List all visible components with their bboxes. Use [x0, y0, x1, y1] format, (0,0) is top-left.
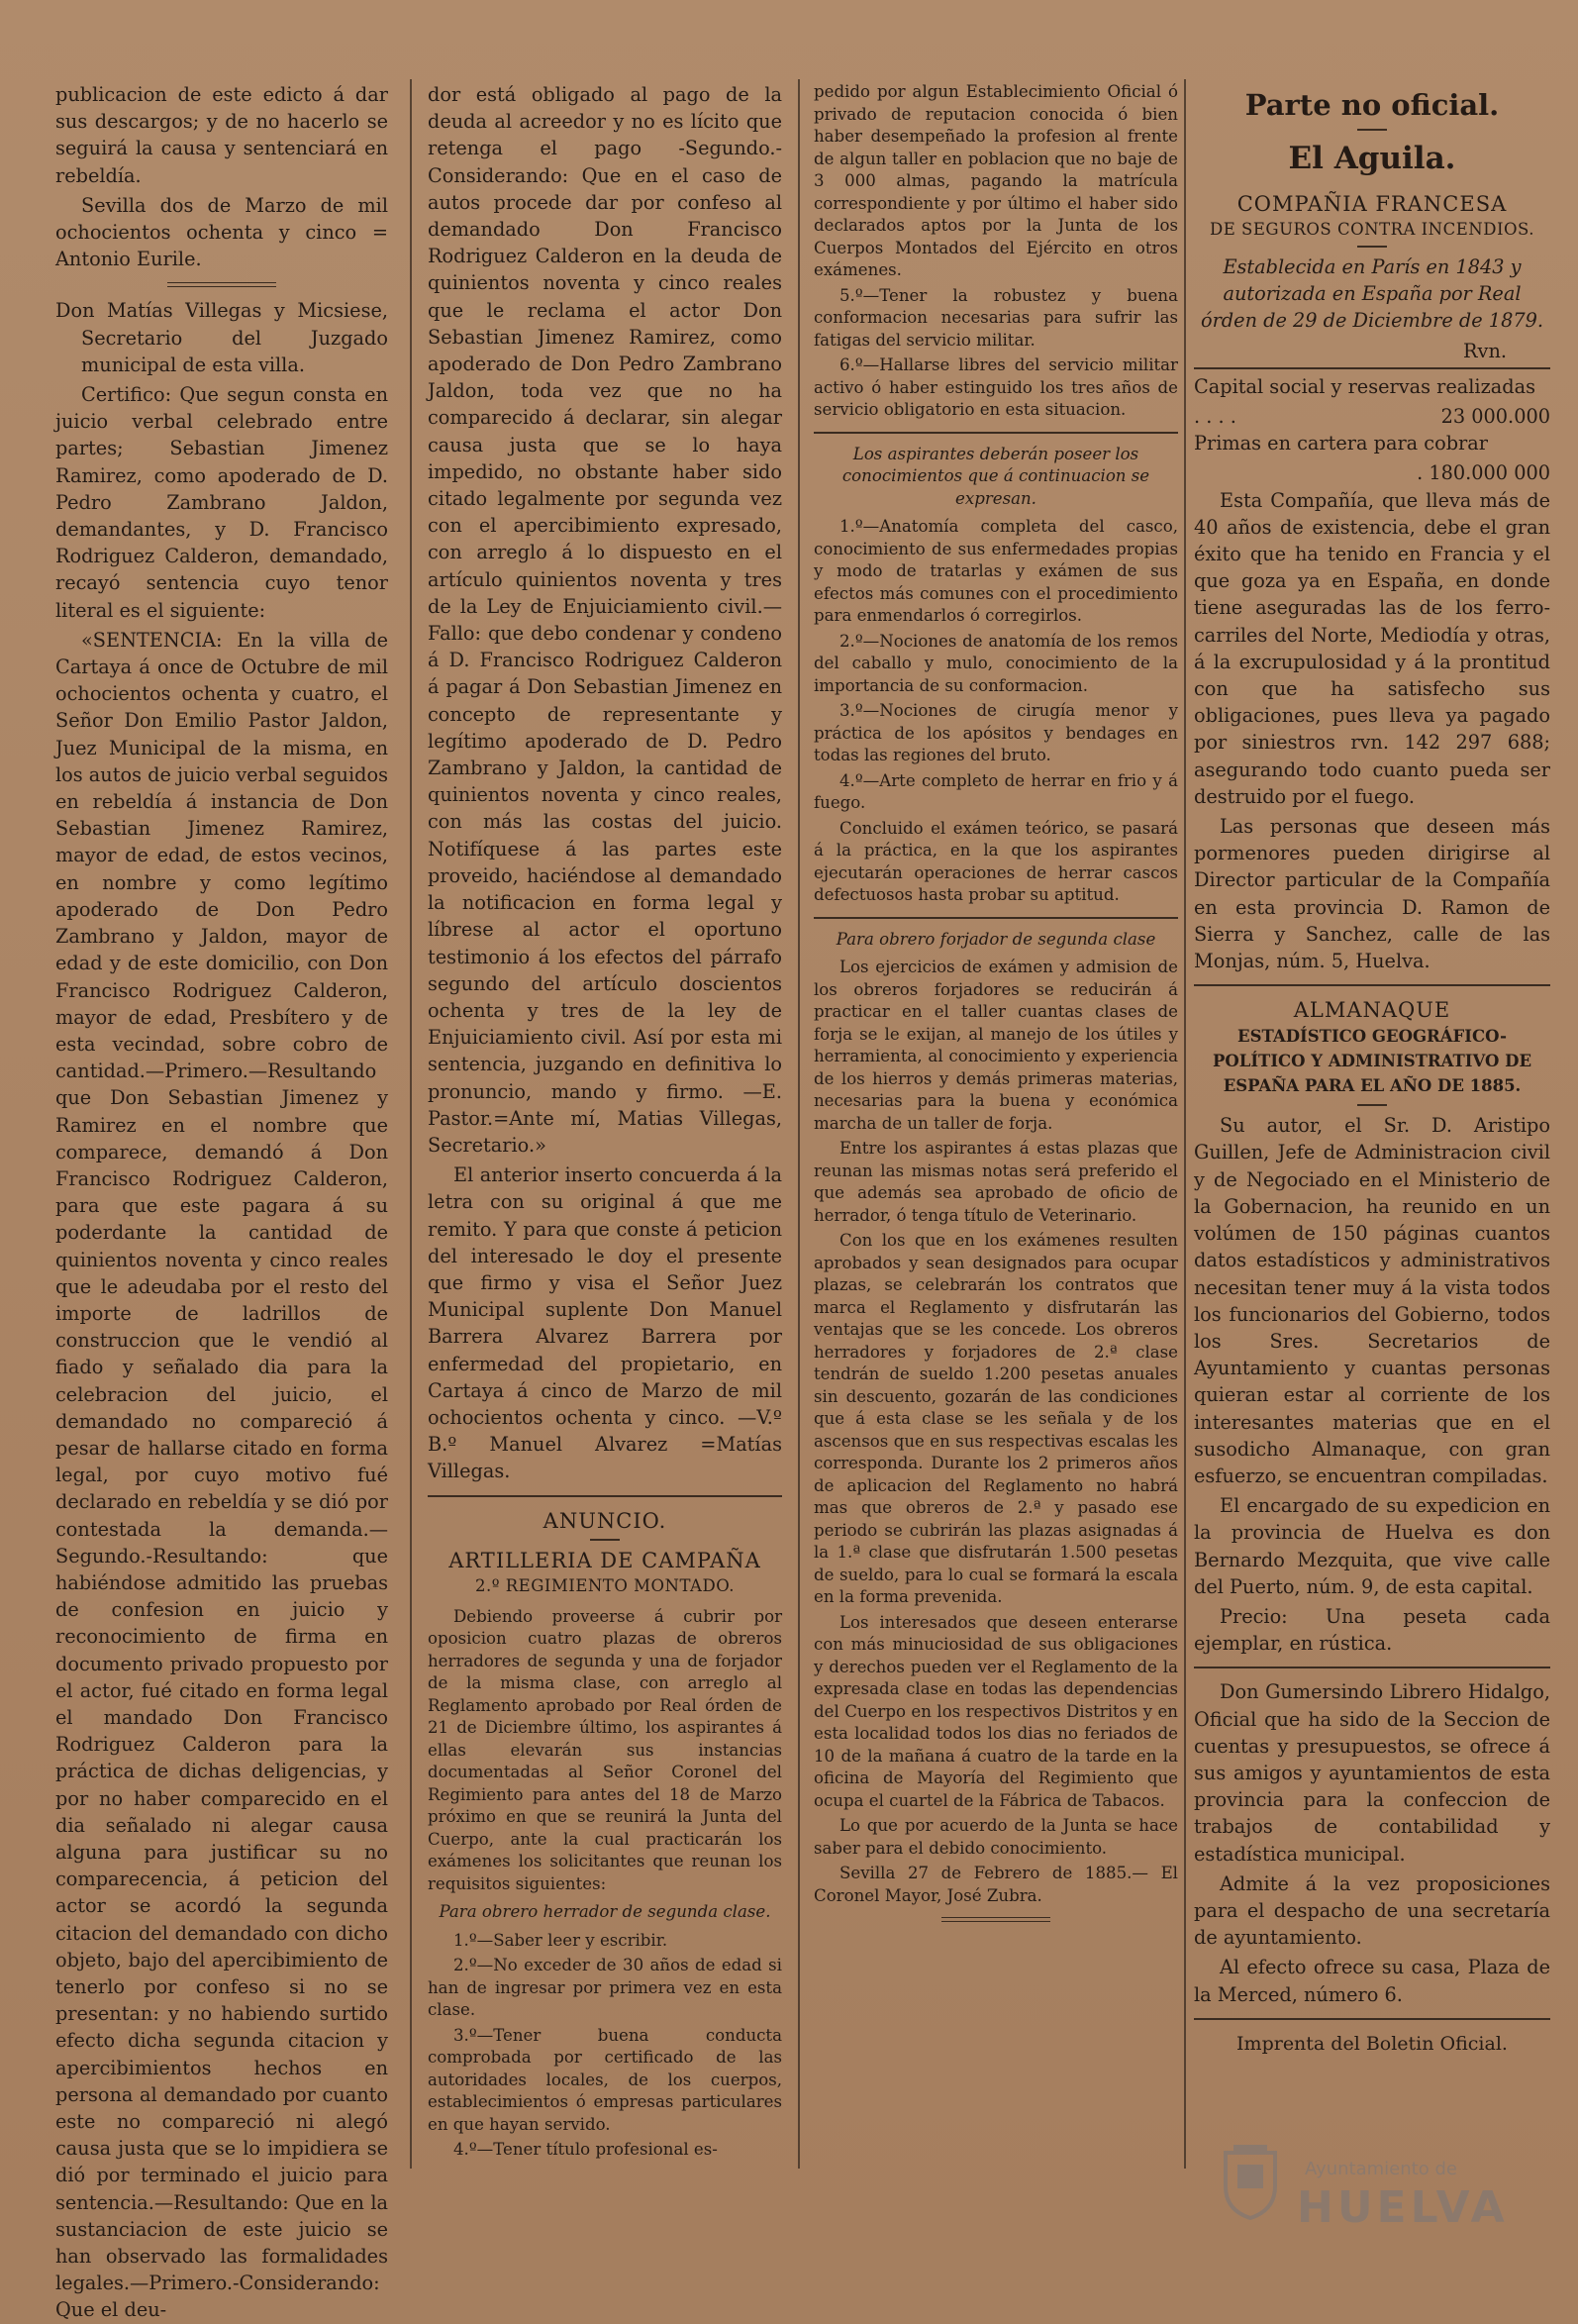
- column-1: [55, 81, 388, 2322]
- almanaque-heading: ALMANAQUE: [1293, 998, 1451, 1023]
- knowledge-subheading: Los aspirantes deberán poseer los conocimientos que á continuacion se expresan.: [841, 444, 1150, 508]
- short-dash: [1357, 1104, 1387, 1106]
- requirement-3: 3.º—Tener buena conducta comprobada por certificado de las autoridades locales, de los cuerpos, establecimientos ó empresas particulares en que hayan servido.: [428, 2025, 782, 2134]
- section-rule: [1194, 1667, 1550, 1668]
- certification-text: Certifico: Que segun consta en juicio verbal celebrado entre partes; Sebastian Jimenez Ramirez, como apoderado de D. Pedro Zambrano Jaldon, demandantes, y D. Francisco Rodriguez Calderon, demandado, recayó sentencia cuyo tenor literal es el siguiente:: [55, 383, 388, 622]
- column-3: [814, 81, 1178, 2220]
- capital-value: 23 000.000: [1440, 405, 1550, 429]
- primas-label: Primas en cartera para cobrar: [1194, 432, 1488, 455]
- section-rule: [1194, 2018, 1550, 2020]
- practical-exam: Concluido el exámen teórico, se pasará á la práctica, en la que los aspirantes ejecutarán operaciones de herrar cascos defectuosos hasta probar su aptitud.: [814, 818, 1178, 904]
- knowledge-1: 1.º—Anatomía completa del casco, conocimiento de sus enfermedades propias y modo de tratarlas y exámen de sus efectos más comunes con el procedimiento para enmendarlos ó corregirlos.: [814, 517, 1178, 625]
- certification-closing: El anterior inserto concuerda á la letra con su original á que me remito. Y para que conste á peticion del interesado le doy el presente que firmo y visa el Señor Juez Municipal suplente Don Manuel Barrera Alvarez Barrera por enfermedad del propietario, en Cartaya á cinco de Marzo de mil ochocientos ochenta y cinco. —V.º B.º Manuel Alvarez =Matías Villegas.: [428, 1163, 782, 1483]
- requirement-2: 2.º—No exceder de 30 años de edad si han de ingresar por primera vez en esta clase.: [428, 1956, 782, 2020]
- knowledge-2: 2.º—Nociones de anatomía de los remos del caballo y mulo, conocimiento de la importancia de su conformacion.: [814, 631, 1178, 695]
- edict-ending: publicacion de este edicto á dar sus descargos; y de no hacerlo se seguirá la causa y sentenciará en rebeldía.: [55, 83, 388, 187]
- almanaque-price: Precio: Una peseta cada ejemplar, en rústica.: [1194, 1604, 1550, 1656]
- regimiento-heading: 2.º REGIMIENTO MONTADO.: [475, 1575, 735, 1595]
- primas-value: . 180.000 000: [1417, 461, 1550, 485]
- librero-address: Al efecto ofrece su casa, Plaza de la Merced, número 6.: [1194, 1956, 1550, 2006]
- capital-dots: . . . .: [1194, 405, 1236, 429]
- short-dash: [1357, 246, 1387, 248]
- contract-terms: Con los que en los exámenes resulten aprobados y sean designados para ocupar plazas, se celebrarán los contratos que marca el Reglamento y disfrutarán las ventajas que se les concede. Los obreros herradores y forjadores de 2.ª clase tendrán de sueldo 1.200 pesetas anuales sin descuento, gozarán de las condiciones que á esta clase se les señala y de los ascensos que en sus respectivas escalas les corresponda. Durante los 2 primeros años de aplicacion del Reglamento no habrá mas que obreros de 2.ª y pasado ese periodo se cubrirán las plazas asignadas á la 1.ª clase que disfrutarán 1.500 pesetas de sueldo, para lo cual se formará la escala en la forma prevenida.: [814, 1231, 1178, 1606]
- company-description: Esta Compañía, que lleva más de 40 años de existencia, debe el gran éxito que ha tenido en Francia y el que goza ya en España, en donde tiene aseguradas las de los ferro-carriles del Norte, Mediodía y otras, á la excrupulosidad y á la prontitud con que ha satisfecho sus obligaciones, pues lleva ya pagado por siniestros rvn. 142 297 688; asegurando todo cuanto pueda ser destruido por el fuego.: [1194, 488, 1550, 808]
- anuncio-heading: ANUNCIO.: [542, 1508, 667, 1533]
- el-aguila-heading: El Aguila.: [1288, 141, 1456, 176]
- section-rule: [428, 1495, 782, 1497]
- watermark-sub: Ayuntamiento de: [1305, 2159, 1457, 2179]
- short-dash: [1357, 129, 1387, 131]
- secretary-heading: Don Matías Villegas y Micsiese, Secretario del Juzgado municipal de esta villa.: [55, 299, 388, 376]
- capital-label: Capital social y reservas realizadas: [1194, 374, 1535, 398]
- forjador-exercises: Los ejercicios de exámen y admision de los obreros forjadores se reducirán á practicar en el taller cuantas clases de forja se le exijan, al manejo de los útiles y herramienta, al conocimiento y experiencia de los hierros y demás primeras materias, necesarias para la buena y económica marcha de un taller de forja.: [814, 958, 1178, 1133]
- requirement-6: 6.º—Hallarse libres del servicio militar activo ó haber estinguido los tres años de servicio obligatorio en esta situacion.: [814, 355, 1178, 419]
- establishment-info: Establecida en París en 1843 y autorizada en España por Real órden de 29 de Diciembre de 1879.: [1200, 255, 1544, 333]
- watermark-word: HUELVA: [1297, 2182, 1509, 2233]
- junta-notice: Lo que por acuerdo de la Junta se hace saber para el debido conocimiento.: [814, 1816, 1178, 1858]
- column-rule: [798, 79, 800, 2169]
- requirement-5: 5.º—Tener la robustez y buena conformacion necesarias para sufrir las fatigas del servicio militar.: [814, 285, 1178, 350]
- section-rule: [814, 917, 1178, 919]
- herrador-subheading: Para obrero herrador de segunda clase.: [439, 1902, 771, 1922]
- table-rule: [1194, 367, 1550, 369]
- company-contact: Las personas que deseen más pormenores pueden dirigirse al Director particular de la Compañía en esta provincia D. Ramon de Sierra y Sanchez, calle de las Monjas, núm. 5, Huelva.: [1194, 815, 1550, 973]
- column-rule: [410, 79, 412, 2169]
- almanaque-distribution: El encargado de su expedicion en la provincia de Huelva es don Bernardo Mezquita, que vive calle del Puerto, núm. 9, de esta capital.: [1194, 1494, 1550, 1598]
- forjador-preference: Entre los aspirantes á estas plazas que reunan las mismas notas será preferido el que además sea aprobado de oficio de herrador, ó tenga título de Veterinario.: [814, 1139, 1178, 1225]
- requirement-4: 4.º—Tener título profesional es-: [453, 2140, 718, 2160]
- seguros-heading: DE SEGUROS CONTRA INCENDIOS.: [1210, 220, 1534, 239]
- imprenta-footer: Imprenta del Boletin Oficial.: [1236, 2032, 1508, 2055]
- column-4: [1194, 81, 1550, 2220]
- librero-proposals: Admite á la vez proposiciones para el despacho de una secretaría de ayuntamiento.: [1194, 1871, 1550, 1950]
- ornament-divider: [167, 282, 276, 287]
- section-rule: [1194, 984, 1550, 986]
- forjador-subheading: Para obrero forjador de segunda clase: [836, 929, 1156, 949]
- column-2: [428, 81, 782, 2220]
- sentence-continuation: dor está obligado al pago de la deuda al acreedor y no es lícito que retenga el pago -Segundo.-Considerando: Que en el caso de autos procede dar por confeso al demandado Don Francisco Rodriguez Calderon en la deuda de quinientos noventa y cinco reales que le reclama el actor Don Sebastian Jimenez Ramirez, como apoderado de Don Pedro Zambrano Jaldon, toda vez que no ha comparecido á declarar, sin alegar causa justa que se lo haya impedido, no obstante haber sido citado legalmente por segunda vez con el apercibimiento expresado, con arreglo á lo dispuesto en el artículo quinientos noventa y tres de la Ley de Enjuiciamiento civil.—Fallo: que debo condenar y condeno á D. Francisco Rodriguez Calderon á pagar á Don Sebastian Jimenez en concepto de representante y legítimo apoderado de D. Pedro Zambrano y Jaldon, la cantidad de quinientos noventa y cinco reales, con más las costas del juicio. Notifíquese á las partes este proveido, haciéndose al demandado la notificacion en forma legal y líbrese al actor el oportuno testimonio á los efectos del párrafo segundo del artículo doscientos ochenta y tres de la ley de Enjuiciamiento civil. Así por esta mi sentencia, juzgando en definitiva lo pronuncio, mando y firmo. —E. Pastor.=Ante mí, Matias Villegas, Secretario.»: [428, 83, 782, 1157]
- capital-row: [1194, 403, 1550, 430]
- parte-no-oficial-heading: Parte no oficial.: [1244, 88, 1500, 122]
- section-rule: [814, 432, 1178, 434]
- anuncio-signature: Sevilla 27 de Febrero de 1885.— El Coronel Mayor, José Zubra.: [814, 1864, 1178, 1905]
- edict-signature: Sevilla dos de Marzo de mil ochocientos ochenta y cinco = Antonio Eurile.: [55, 193, 388, 271]
- knowledge-3: 3.º—Nociones de cirugía menor y práctica de los apósitos y bendages en todas las regiones del bruto.: [814, 701, 1178, 764]
- sentence-text: «SENTENCIA: En la villa de Cartaya á once de Octubre de mil ochocientos ochenta y cuatro, el Señor Don Emilio Pastor Jaldon, Juez Municipal de la misma, en los autos de juicio verbal seguidos en rebeldía á instancia de Don Sebastian Jimenez Ramirez, mayor de edad, de estos vecinos, en nombre y como legítimo apoderado de Don Pedro Zambrano y Jaldon, mayor de edad y de este domicilio, con Don Francisco Rodriguez Calderon, mayor de edad, Presbítero y de esta vecindad, sobre cobro de cantidad.—Primero.—Resultando que Don Sebastian Jimenez y Ramirez en el nombre que comparece, demandó á Don Francisco Rodriguez Calderon, para que este pagara á su poderdante la cantidad de quinientos noventa y cinco reales que le adeudaba por el resto del importe de ladrillos de construccion que le vendió al fiado y señalado dia para la celebracion del juicio, el demandado no compareció á pesar de hallarse citado en forma legal, por cuyo motivo fué declarado en rebeldía y se dió por contestada la demanda.—Segundo.-Resultando: que habiéndose admitido las pruebas de confesion en juicio y reconocimiento de firma en documento privado propuesto por el actor, fué citado en forma legal el mandado Don Francisco Rodriguez Calderon para la práctica de dichas deligencias, y por no haber comparecido en el dia señalado ni alegar causa alguna para justificar su no comparecencia, á peticion del actor se acordó la segunda citacion del demandado con dicho objeto, bajo del apercibimiento de tenerlo por confeso si no se presentan: y no habiendo surtido efecto dicha segunda citacion y apercibimientos hechos en persona al demandado por cuanto este no compareció ni alegó causa justa que se lo impidiera se dió por terminado el juicio para sentencia.—Resultando: Que en la sustanciacion de este juicio se han observado las formalidades legales.—Primero.-Considerando: Que el deu-: [55, 628, 388, 2322]
- knowledge-4: 4.º—Arte completo de herrar en frio y á fuego.: [814, 770, 1178, 812]
- almanaque-subheading: ESTADÍSTICO GEOGRÁFICO-POLÍTICO Y ADMINISTRATIVO DE ESPAÑA PARA EL AÑO DE 1885.: [1212, 1027, 1532, 1096]
- artilleria-heading: ARTILLERIA DE CAMPAÑA: [448, 1548, 761, 1572]
- compania-heading: COMPAÑIA FRANCESA: [1236, 192, 1508, 216]
- requirement-1: 1.º—Saber leer y escribir.: [453, 1930, 668, 1950]
- column-rule: [1184, 79, 1186, 2169]
- ornament-divider: [941, 1917, 1050, 1922]
- currency-label: Rvn.: [1463, 339, 1507, 362]
- librero-offer: Don Gumersindo Librero Hidalgo, Oficial que ha sido de la Seccion de cuentas y presupuestos, se ofrece á sus amigos y ayuntamientos de esta provincia para la confeccion de trabajos de contabilidad y estadística municipal.: [1194, 1680, 1550, 1866]
- almanaque-author: Su autor, el Sr. D. Aristipo Guillen, Jefe de Administracion civil y de Negociado en el Ministerio de la Gobernacion, ha reunido en un volúmen de 150 páginas cuantos datos estadísticos y administrativos necesitan tener muy á la vista todos los funcionarios del Gobierno, todos los Sres. Secretarios de Ayuntamiento y cuantas personas quieran estar al corriente de los interesantes materias que en el susodicho Almanaque, con gran esfuerzo, se encuentran compiladas.: [1194, 1114, 1550, 1487]
- anuncio-intro: Debiendo proveerse á cubrir por oposicion cuatro plazas de obreros herradores de segunda y una de forjador de la misma clase, con arreglo al Reglamento aprobado por Real órden de 21 de Diciembre último, los aspirantes á ellas elevarán sus instancias documentadas al Señor Coronel del Regimiento para antes del 18 de Marzo próximo en que se reunirá la Junta del Cuerpo, ante la cual practicarán los exámenes los solicitantes que reunan los requisitos siguientes:: [428, 1606, 782, 1893]
- reglamento-info: Los interesados que deseen enterarse con más minuciosidad de sus obligaciones y derechos pueden ver el Reglamento de la expresada clase en todas las dependencias del Cuerpo en los respectivos Distritos y en esta localidad todos los dias no feriados de 10 de la mañana á cuatro de la tarde en la oficina de Mayoría del Regimiento que ocupa el cuartel de la Fábrica de Tabacos.: [814, 1612, 1178, 1810]
- short-dash: [590, 1539, 620, 1541]
- requirement-4-continuation: pedido por algun Establecimiento Oficial ó privado de reputacion conocida ó bien haber desempeñado la profesion al frente de algun taller en poblacion que no baje de 3 000 almas, pagando la matrícula correspondiente y por último el haber sido declarados aptos por la Junta de los Cuerpos Montados del Ejército en otros exámenes.: [814, 82, 1178, 279]
- primas-row: [1194, 459, 1550, 486]
